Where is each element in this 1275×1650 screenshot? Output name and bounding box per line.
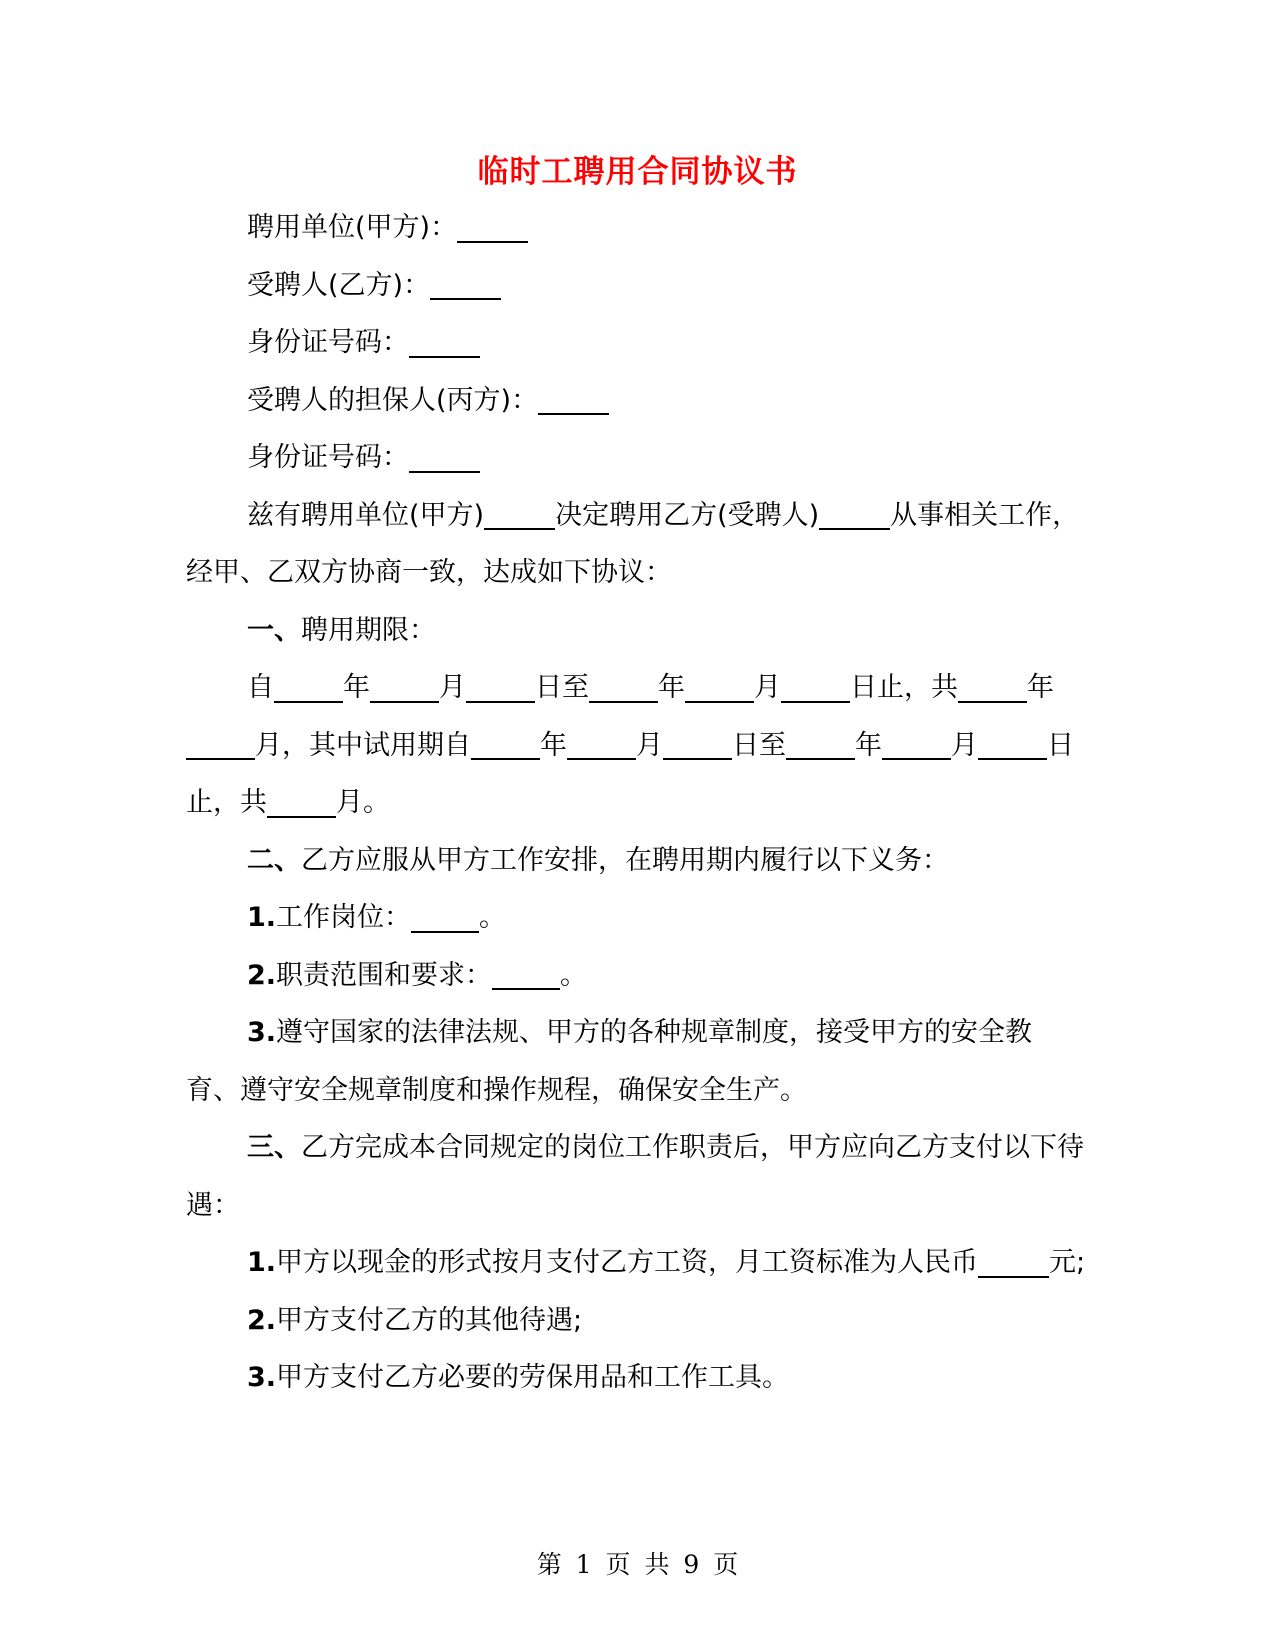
blank-field [685, 670, 754, 703]
blank-field [819, 497, 890, 530]
blank-field [663, 727, 732, 760]
employee-line: 受聘人(乙方)： [186, 257, 1086, 315]
blank-field [430, 267, 501, 300]
blank-field [978, 1245, 1049, 1278]
blank-field [567, 727, 636, 760]
intro-paragraph: 兹有聘用单位(甲方) 决定聘用乙方(受聘人) 从事相关工作，经甲、乙双方协商一致，达成如下协议： [186, 487, 1086, 602]
section-3-heading: 三、乙方完成本合同规定的岗位工作职责后，甲方应向乙方支付以下待遇： [186, 1132, 1084, 1221]
blank-field [786, 727, 855, 760]
blank-field [370, 670, 439, 703]
blank-field [538, 382, 609, 415]
blank-field [186, 727, 255, 760]
blank-field [267, 785, 336, 818]
blank-field [492, 957, 560, 990]
contract-body [186, 199, 1086, 1407]
blank-field [471, 727, 540, 760]
section-2-item-1: 1.工作岗位： 。 [186, 889, 1086, 947]
blank-field [484, 497, 555, 530]
section-2-item-3: 3.遵守国家的法律法规、甲方的各种规章制度，接受甲方的安全教育、遵守安全规章制度和操作规程，确保安全生产。 [186, 1017, 1033, 1106]
blank-field [409, 440, 480, 473]
blank-field [978, 727, 1047, 760]
employer-line: 聘用单位(甲方)： [186, 199, 1086, 257]
id-line-2: 身份证号码： [186, 429, 1086, 487]
section-2-heading: 二、乙方应服从甲方工作安排，在聘用期内履行以下义务： [247, 844, 949, 876]
section-3-item-1: 1.甲方以现金的形式按月支付乙方工资，月工资标准为人民币 元; [186, 1234, 1086, 1292]
blank-field [274, 670, 343, 703]
blank-field [589, 670, 658, 703]
page-footer: 第 1 页 共 9 页 [536, 1550, 739, 1579]
blank-field [409, 325, 480, 358]
guarantor-line: 受聘人的担保人(丙方)： [186, 372, 1086, 430]
section-3-item-2: 2.甲方支付乙方的其他待遇; [247, 1304, 583, 1336]
blank-field [466, 670, 535, 703]
document-title: 临时工聘用合同协议书 [477, 154, 798, 190]
blank-field [958, 670, 1027, 703]
blank-field [457, 210, 528, 243]
period-paragraph: 自 年 月 日至 年 月 日止，共 年月，其中试用期自 年 月 日至 年 月 日止，共 月。 [186, 659, 1086, 832]
section-3-item-3: 3.甲方支付乙方必要的劳保用品和工作工具。 [247, 1362, 790, 1393]
blank-field [781, 670, 850, 703]
section-2-item-2: 2.职责范围和要求： 。 [186, 947, 1086, 1005]
blank-field [411, 900, 479, 933]
id-line-1: 身份证号码： [186, 314, 1086, 372]
section-1-heading: 一、聘用期限： [247, 614, 436, 646]
blank-field [882, 727, 951, 760]
